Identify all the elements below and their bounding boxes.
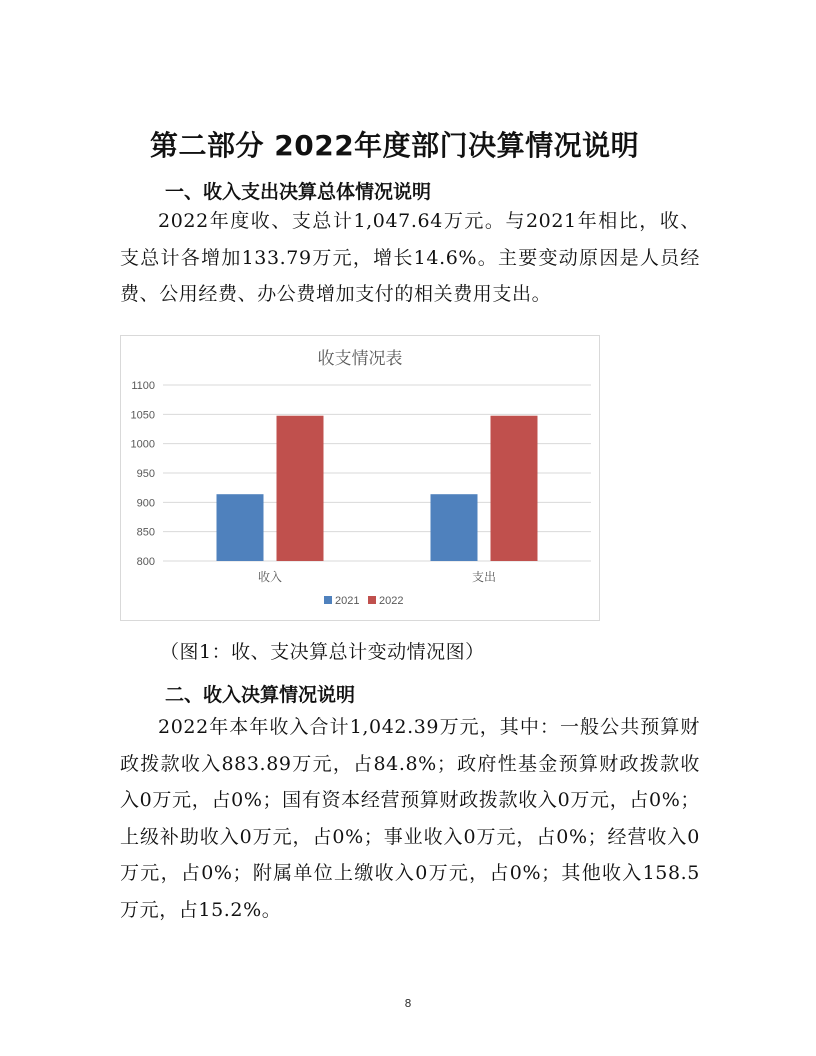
legend-swatch-2021	[324, 596, 332, 604]
section-1-heading: 一、收入支出决算总体情况说明	[165, 181, 432, 203]
legend-label-2022: 2022	[379, 595, 404, 607]
legend-label-2021: 2021	[335, 595, 360, 607]
chart-canvas	[121, 336, 599, 620]
y-tick-label: 1100	[131, 380, 155, 392]
x-tick-label: 收入	[257, 570, 283, 584]
y-tick-label: 850	[136, 526, 155, 539]
y-tick-label: 1000	[130, 438, 155, 451]
section-2-heading: 二、收入决算情况说明	[165, 684, 356, 706]
bar-2022-1	[491, 416, 538, 561]
bar-2021-0	[217, 494, 264, 561]
bar-2021-1	[431, 494, 478, 561]
y-tick-label: 900	[136, 497, 155, 510]
x-tick-label: 支出	[471, 570, 497, 584]
y-tick-label: 1050	[130, 409, 155, 422]
legend-swatch-2022	[368, 596, 376, 604]
y-tick-label: 800	[136, 556, 155, 568]
y-tick-label: 950	[136, 468, 155, 480]
section-2-paragraph: 2022年本年收入合计1,042.39万元，其中：一般公共预算财政拨款收入883.89万元，占84.8%；政府性基金预算财政拨款收入0万元，占0%；国有资本经营预算财政拨款收入0万元，占0%；上级补助收入0万元，占0%；事业收入0万元，占0%；经营收入0万元，占0%；附属单位上缴收入0万元，占0%；其他收入158.5万元，占15.2%。	[120, 716, 700, 921]
income-expense-chart	[120, 335, 600, 621]
figure-caption: （图1：收、支决算总计变动情况图）	[160, 641, 485, 663]
bar-2022-0	[277, 416, 324, 561]
page-number: 8	[404, 997, 412, 1010]
section-1-paragraph: 2022年度收、支总计1,047.64万元。与2021年相比，收、支总计各增加133.79万元，增长14.6%。主要变动原因是人员经费、公用经费、办公费增加支付的相关费用支出。	[120, 210, 700, 305]
chart-title: 收支情况表	[317, 349, 403, 368]
page-title: 第二部分 2022年度部门决算情况说明	[150, 129, 640, 162]
